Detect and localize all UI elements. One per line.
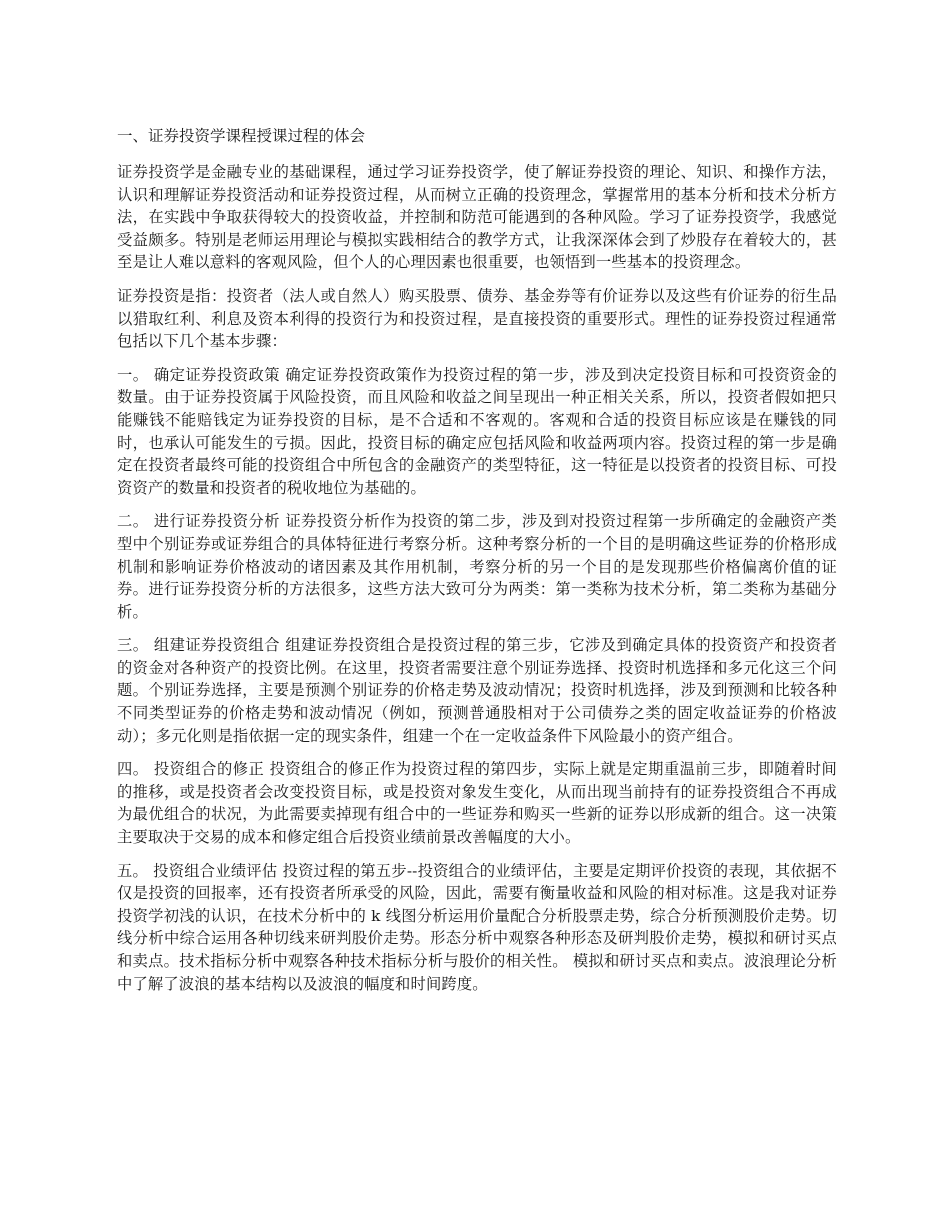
step-two-paragraph: 二。 进行证券投资分析 证券投资分析作为投资的第二步，涉及到对投资过程第一步所确定的金融资产类型中个别证券或证券组合的具体特征进行考察分析。这种考察分析的一个目的是明确这些证券的价格形成机制和影响证券价格波动的诸因素及其作用机制，考察分析的另一个目的是发现那些价格偏离价值的证券。进行证券投资分析的方法很多，这些方法大致可分为两类：第一类称为技术分析，第二类称为基础分析。 xyxy=(117,512,837,621)
step-one-paragraph: 一。 确定证券投资政策 确定证券投资政策作为投资过程的第一步，涉及到决定投资目标和可投资资金的数量。由于证券投资属于风险投资，而且风险和收益之间呈现出一种正相关关系，所以，投资者假如把只能赚钱不能赔钱定为证券投资的目标，是不合适和不客观的。客观和合适的投资目标应该是在赚钱的同时，也承认可能发生的亏损。因此，投资目标的确定应包括风险和收益两项内容。投资过程的第一步是确定在投资者最终可能的投资组合中所包含的金融资产的类型特征，这一特征是以投资者的投资目标、可投资资产的数量和投资者的税收地位为基础的。 xyxy=(117,365,837,497)
document-body xyxy=(117,124,837,1006)
section-heading: 一、证券投资学课程授课过程的体会 xyxy=(117,127,366,145)
intro-paragraph: 证券投资学是金融专业的基础课程，通过学习证券投资学，使了解证券投资的理论、知识、和操作方法，认识和理解证券投资活动和证券投资过程，从而树立正确的投资理念，掌握常用的基本分析和技术分析方法，在实践中争取获得较大的投资收益，并控制和防范可能遇到的各种风险。学习了证券投资学，我感觉受益颇多。特别是老师运用理论与模拟实践相结合的教学方式，让我深深体会到了炒股存在着较大的，甚至是让人难以意料的客观风险，但个人的心理因素也很重要，也领悟到一些基本的投资理念。 xyxy=(117,163,837,272)
definition-paragraph: 证券投资是指：投资者（法人或自然人）购买股票、债券、基金券等有价证券以及这些有价证券的衍生品以猎取红利、利息及资本利得的投资行为和投资过程，是直接投资的重要形式。理性的证券投资过程通常包括以下几个基本步骤： xyxy=(117,286,837,351)
step-three-paragraph: 三。 组建证券投资组合 组建证券投资组合是投资过程的第三步，它涉及到确定具体的投资资产和投资者的资金对各种资产的投资比例。在这里，投资者需要注意个别证券选择、投资时机选择和多元化这三个问题。个别证券选择，主要是预测个别证券的价格走势及波动情况；投资时机选择，涉及到预测和比较各种不同类型证券的价格走势和波动情况（例如，预测普通股相对于公司债券之类的固定收益证券的价格波动）；多元化则是指依据一定的现实条件，组建一个在一定收益条件下风险最小的资产组合。 xyxy=(117,636,837,745)
step-five-paragraph: 五。 投资组合业绩评估 投资过程的第五步--投资组合的业绩评估，主要是定期评价投资的表现，其依据不仅是投资的回报率，还有投资者所承受的风险，因此，需要有衡量收益和风险的相对标准。这是我对证券投资学初浅的认识，在技术分析中的 k 线图分析运用价量配合分析股票走势，综合分析预测股价走势。切线分析中综合运用各种切线来研判股价走势。形态分析中观察各种形态及研判股价走势，模拟和研讨买点和卖点。技术指标分析中观察各种技术指标分析与股价的相关性。 模拟和研讨买点和卖点。波浪理论分析中了解了波浪的基本结构以及波浪的幅度和时间跨度。 xyxy=(117,861,837,993)
step-four-paragraph: 四。 投资组合的修正 投资组合的修正作为投资过程的第四步，实际上就是定期重温前三步，即随着时间的推移，或是投资者会改变投资目标，或是投资对象发生变化，从而出现当前持有的证券投资组合不再成为最优组合的状况，为此需要卖掉现有组合中的一些证券和购买一些新的证券以形成新的组合。这一决策主要取决于交易的成本和修定组合后投资业绩前景改善幅度的大小。 xyxy=(117,760,837,847)
